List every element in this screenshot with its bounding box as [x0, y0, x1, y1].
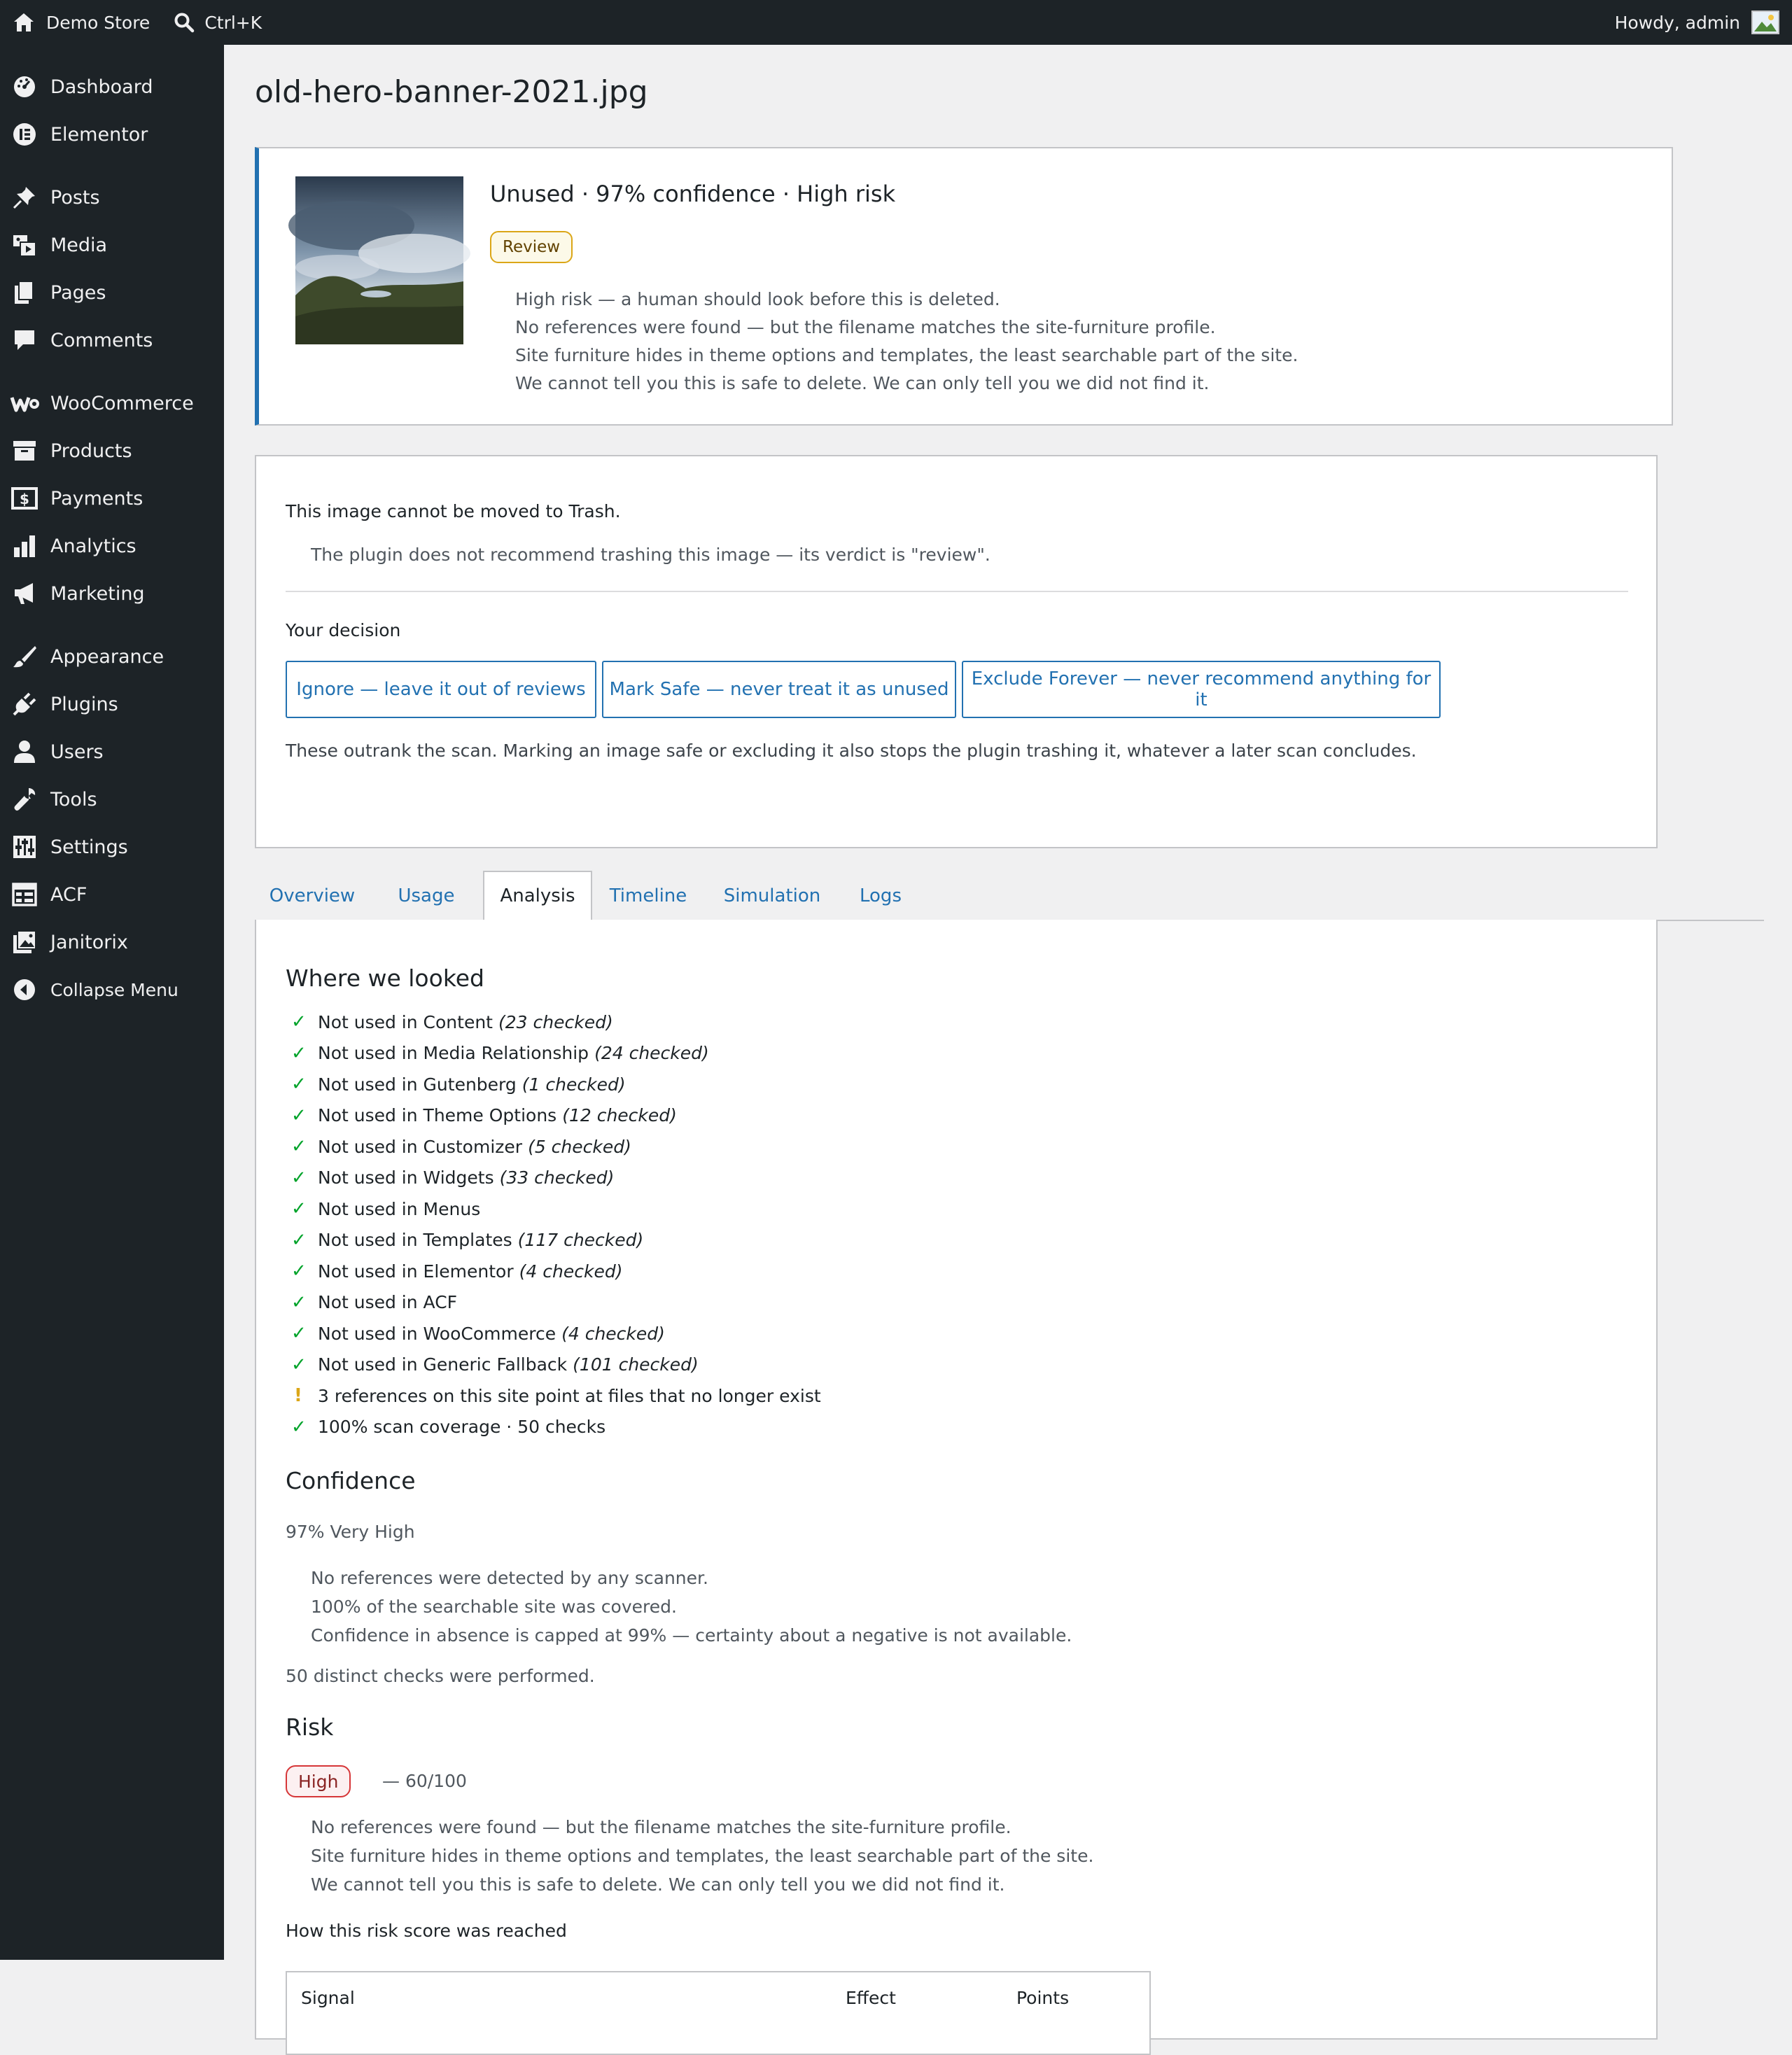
tab-timeline[interactable]: Timeline: [609, 885, 687, 906]
list-item: [286, 1287, 827, 1319]
check-detail: (117 checked): [517, 1230, 644, 1251]
risk-signal-table: [286, 1971, 1151, 2055]
dashboard-icon: [11, 73, 38, 100]
menu-appearance[interactable]: [0, 636, 224, 678]
user-icon: [11, 738, 38, 765]
check-detail: (12 checked): [562, 1105, 677, 1126]
check-text: 3 references on this site point at files that no longer exist: [318, 1385, 821, 1406]
verdict-notes: [515, 286, 1298, 398]
check-icon: ✓: [291, 1011, 307, 1033]
check-text: Not used in Customizer: [318, 1136, 523, 1157]
site-home-link[interactable]: [0, 0, 150, 45]
menu-label: Payments: [50, 487, 144, 510]
pages-icon: [11, 279, 38, 306]
menu-label: Dashboard: [50, 76, 153, 98]
home-icon: [13, 12, 35, 33]
check-text: Not used in Menus: [318, 1198, 481, 1219]
menu-label: Posts: [50, 186, 100, 209]
list-item: [286, 1007, 827, 1038]
menu-settings[interactable]: [0, 826, 224, 868]
check-icon: ✓: [291, 1354, 307, 1375]
list-item: [286, 1163, 827, 1194]
check-detail: (5 checked): [528, 1136, 631, 1157]
list-item: [286, 1225, 827, 1256]
risk-note: No references were found — but the filename matches the site-furniture profile.: [311, 1817, 1011, 1837]
decision-panel: [255, 455, 1658, 848]
check-detail: (33 checked): [499, 1167, 615, 1188]
menu-label: Appearance: [50, 645, 164, 668]
risk-how-heading: How this risk score was reached: [286, 1921, 567, 1941]
search-icon: [174, 12, 195, 33]
admin-bar: [0, 0, 1792, 45]
plug-icon: [11, 691, 38, 717]
decision-note: These outrank the scan. Marking an image safe or excluding it also stops the plugin trashing it, whatever a later scan concludes.: [286, 741, 1417, 761]
list-item: [286, 1380, 827, 1412]
confidence-value: 97% Very High: [286, 1522, 415, 1542]
check-list: [286, 1007, 827, 1443]
menu-pages[interactable]: [0, 272, 224, 314]
menu-label: Plugins: [50, 693, 118, 715]
wrench-icon: [11, 786, 38, 813]
check-text: Not used in Widgets: [318, 1167, 494, 1188]
check-text: Not used in Media Relationship: [318, 1043, 589, 1064]
review-badge: Review: [490, 231, 573, 263]
verdict-note: High risk — a human should look before this is deleted.: [515, 289, 1000, 309]
tab-analysis[interactable]: Analysis: [483, 871, 592, 921]
confidence-note: No references were detected by any scanner.: [311, 1568, 708, 1588]
menu-label: Products: [50, 440, 132, 462]
menu-analytics[interactable]: [0, 525, 224, 567]
menu-label: Marketing: [50, 582, 145, 605]
avatar: [1751, 10, 1779, 34]
menu-elementor[interactable]: [0, 113, 224, 155]
confidence-note: Confidence in absence is capped at 99% — certainty about a negative is not available.: [311, 1625, 1072, 1646]
search-shortcut: Ctrl+K: [204, 12, 262, 33]
command-search[interactable]: [174, 0, 262, 45]
confidence-heading: Confidence: [286, 1467, 416, 1494]
where-we-looked-heading: Where we looked: [286, 965, 484, 992]
check-text: 100% scan coverage · 50 checks: [318, 1417, 606, 1438]
media-icon: [11, 232, 38, 258]
menu-dashboard[interactable]: [0, 66, 224, 108]
menu-label: Tools: [50, 788, 97, 811]
menu-tools[interactable]: [0, 778, 224, 820]
woocommerce-icon: [11, 390, 38, 416]
verdict-headline: Unused · 97% confidence · High risk: [490, 181, 896, 207]
confidence-checks: 50 distinct checks were performed.: [286, 1666, 595, 1686]
verdict-note: No references were found — but the filename matches the site-furniture profile.: [515, 317, 1216, 337]
check-icon: ✓: [291, 1074, 307, 1095]
ignore-button[interactable]: Ignore — leave it out of reviews: [286, 661, 596, 718]
column-header-points: Points: [1016, 1988, 1070, 2008]
menu-woocommerce[interactable]: [0, 382, 224, 424]
menu-products[interactable]: [0, 430, 224, 472]
check-detail: (1 checked): [522, 1074, 626, 1095]
check-icon: ✓: [291, 1104, 307, 1126]
tab-simulation[interactable]: Simulation: [723, 885, 821, 906]
check-icon: ✓: [291, 1416, 307, 1438]
list-item: [286, 1349, 827, 1381]
risk-score: — 60/100: [382, 1771, 467, 1791]
menu-label: WooCommerce: [50, 392, 194, 414]
menu-media[interactable]: [0, 224, 224, 266]
bar-chart-icon: [11, 533, 38, 559]
check-detail: (4 checked): [561, 1323, 665, 1344]
menu-label: Elementor: [50, 123, 148, 146]
collapse-icon: [11, 976, 38, 1003]
risk-heading: Risk: [286, 1713, 334, 1741]
menu-label: Media: [50, 234, 108, 256]
list-item: [286, 1069, 827, 1100]
collapse-menu-button[interactable]: [0, 969, 224, 1011]
tab-usage[interactable]: Usage: [398, 885, 455, 906]
site-name: Demo Store: [46, 12, 150, 33]
decision-label: Your decision: [286, 620, 401, 640]
menu-users[interactable]: [0, 731, 224, 773]
check-text: Not used in Elementor: [318, 1261, 514, 1282]
page-title: old-hero-banner-2021.jpg: [255, 74, 648, 110]
trash-notice-desc: The plugin does not recommend trashing this image — its verdict is "review".: [311, 545, 990, 565]
menu-janitorix[interactable]: [0, 921, 224, 963]
menu-label: Analytics: [50, 535, 136, 557]
check-icon: ✓: [291, 1323, 307, 1345]
megaphone-icon: [11, 580, 38, 607]
comment-icon: [11, 327, 38, 353]
list-item: [286, 1193, 827, 1225]
analysis-panel: [255, 920, 1658, 2040]
check-detail: (23 checked): [498, 1011, 613, 1032]
table-icon: [11, 881, 38, 908]
confidence-note: 100% of the searchable site was covered.: [311, 1597, 677, 1617]
settings-icon: [11, 834, 38, 860]
check-icon: ✓: [291, 1229, 307, 1251]
images-icon: [11, 929, 38, 955]
menu-label: Users: [50, 741, 104, 763]
admin-sidebar: [0, 45, 224, 1960]
check-icon: ✓: [291, 1261, 307, 1282]
risk-badge: High: [286, 1765, 351, 1797]
brush-icon: [11, 643, 38, 670]
detail-tabs: [255, 871, 1764, 921]
verdict-note: Site furniture hides in theme options and templates, the least searchable part of the site.: [515, 345, 1298, 365]
list-item: [286, 1412, 827, 1443]
menu-payments[interactable]: [0, 477, 224, 519]
check-detail: (4 checked): [519, 1261, 623, 1282]
menu-posts[interactable]: [0, 176, 224, 218]
risk-note: We cannot tell you this is safe to delete. We can only tell you we did not find it.: [311, 1874, 1005, 1895]
menu-label: ACF: [50, 883, 88, 906]
tab-overview[interactable]: Overview: [269, 885, 356, 906]
verdict-note: We cannot tell you this is safe to delete. We can only tell you we did not find it.: [515, 373, 1210, 393]
verdict-card: [255, 147, 1673, 426]
pin-icon: [11, 184, 38, 211]
exclude-forever-button[interactable]: Exclude Forever — never recommend anything for it: [962, 661, 1441, 718]
risk-notes: [311, 1813, 1093, 1899]
check-text: Not used in WooCommerce: [318, 1323, 556, 1344]
check-text: Not used in Templates: [318, 1230, 512, 1251]
check-detail: (101 checked): [573, 1354, 699, 1375]
menu-label: Comments: [50, 329, 153, 351]
list-item: [286, 1131, 827, 1163]
list-item: [286, 1100, 827, 1132]
check-icon: ✓: [291, 1198, 307, 1220]
confidence-notes: [311, 1564, 1072, 1650]
risk-note: Site furniture hides in theme options and templates, the least searchable part of the site.: [311, 1846, 1094, 1866]
divider: [286, 591, 1628, 592]
check-text: Not used in ACF: [318, 1292, 458, 1313]
avatar-image-icon: [1753, 12, 1778, 33]
tab-logs[interactable]: Logs: [860, 885, 902, 906]
menu-label: Pages: [50, 281, 106, 304]
check-text: Not used in Gutenberg: [318, 1074, 517, 1095]
svg-text:$: $: [20, 491, 29, 507]
check-icon: ✓: [291, 1042, 307, 1064]
check-icon: ✓: [291, 1167, 307, 1188]
column-header-signal: Signal: [301, 1988, 355, 2008]
money-icon: [11, 485, 38, 512]
mark-safe-button[interactable]: Mark Safe — never treat it as unused: [602, 661, 956, 718]
column-header-effect: Effect: [846, 1988, 896, 2008]
menu-plugins[interactable]: [0, 683, 224, 725]
check-text: Not used in Theme Options: [318, 1105, 557, 1126]
list-item: [286, 1038, 827, 1069]
check-text: Not used in Content: [318, 1011, 493, 1032]
menu-marketing[interactable]: [0, 573, 224, 615]
check-icon: ✓: [291, 1291, 307, 1313]
elementor-icon: [11, 121, 38, 148]
warning-icon: !: [294, 1385, 302, 1407]
menu-acf[interactable]: [0, 874, 224, 916]
check-icon: ✓: [291, 1136, 307, 1158]
menu-label: Janitorix: [50, 931, 128, 953]
my-account[interactable]: [1615, 0, 1792, 45]
menu-label: Collapse Menu: [50, 979, 178, 1000]
archive-icon: [11, 437, 38, 464]
list-item: [286, 1318, 827, 1349]
greeting: Howdy, admin: [1614, 12, 1740, 33]
menu-label: Settings: [50, 836, 128, 858]
list-item: [286, 1256, 827, 1287]
menu-comments[interactable]: [0, 319, 224, 361]
trash-notice-title: This image cannot be moved to Trash.: [286, 501, 621, 521]
image-thumbnail[interactable]: [295, 176, 463, 344]
check-text: Not used in Generic Fallback: [318, 1354, 568, 1375]
check-detail: (24 checked): [594, 1043, 709, 1064]
